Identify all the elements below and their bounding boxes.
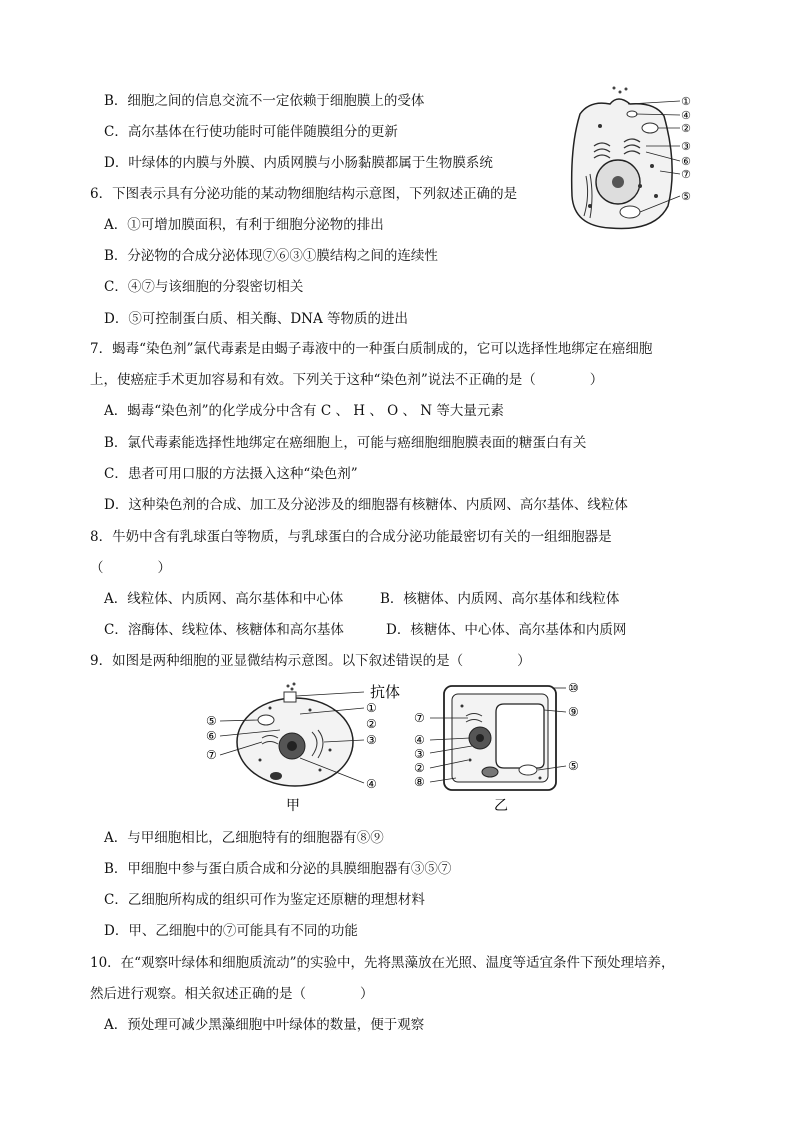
secretory-cell-figure xyxy=(560,86,700,236)
q10-option-a: A．预处理可减少黑藻细胞中叶绿体的数量，便于观察 xyxy=(104,1017,425,1033)
q6-option-c: C．④⑦与该细胞的分裂密切相关 xyxy=(104,279,304,295)
q10-stem-line-2: 然后进行观察。相关叙述正确的是（ ） xyxy=(90,986,374,1002)
q5-option-b: B．细胞之间的信息交流不一定依赖于细胞膜上的受体 xyxy=(104,93,425,109)
yi-label-4: ④ xyxy=(414,733,425,747)
fig6-label-3: ③ xyxy=(681,140,691,153)
q10-stem-line-1: 10．在“观察叶绿体和细胞质流动”的实验中，先将黑藻放在光照、温度等适宜条件下预处理培养， xyxy=(90,955,675,971)
q8-option-c: C．溶酶体、线粒体、核糖体和高尔基体 xyxy=(104,622,344,638)
q6-option-b: B．分泌物的合成分泌体现⑦⑥③①膜结构之间的连续性 xyxy=(104,248,438,264)
q9-option-a: A．与甲细胞相比，乙细胞特有的细胞器有⑧⑨ xyxy=(104,830,384,846)
jia-label-3: ③ xyxy=(366,733,377,747)
q9-stem: 9．如图是两种细胞的亚显微结构示意图。以下叙述错误的是（ ） xyxy=(90,653,531,669)
fig6-label-1: ① xyxy=(681,95,691,108)
jia-label-2: ② xyxy=(366,717,377,731)
fig6-label-7: ⑦ xyxy=(681,168,691,181)
q5-option-c: C．高尔基体在行使功能时可能伴随膜组分的更新 xyxy=(104,124,398,140)
q7-stem-line-2: 上，使癌症手术更加容易和有效。下列关于这种“染色剂”说法不正确的是（ ） xyxy=(90,372,604,388)
q8-stem-line-2: （ ） xyxy=(90,560,171,576)
q8-option-d: D．核糖体、中心体、高尔基体和内质网 xyxy=(386,622,627,638)
q5-option-d: D．叶绿体的内膜与外膜、内质网膜与小肠黏膜都属于生物膜系统 xyxy=(104,155,493,171)
jia-label-1: ① xyxy=(366,701,377,715)
jia-label-7: ⑦ xyxy=(206,748,217,762)
jia-label-6: ⑥ xyxy=(206,729,217,743)
yi-label-7: ⑦ xyxy=(414,711,425,725)
two-cells-figure xyxy=(200,680,600,820)
antibody-label: 抗体 xyxy=(370,683,401,701)
q7-option-b: B．氯代毒素能选择性地绑定在癌细胞上，可能与癌细胞细胞膜表面的糖蛋白有关 xyxy=(104,435,587,451)
yi-label-8: ⑧ xyxy=(414,775,425,789)
yi-label-2: ② xyxy=(414,761,425,775)
jia-label-5: ⑤ xyxy=(206,714,217,728)
yi-label-3: ③ xyxy=(414,747,425,761)
yi-label-9: ⑨ xyxy=(568,705,579,719)
q9-option-c: C．乙细胞所构成的组织可作为鉴定还原糖的理想材料 xyxy=(104,892,425,908)
cell-yi xyxy=(414,681,579,814)
q6-stem: 6．下图表示具有分泌功能的某动物细胞结构示意图，下列叙述正确的是 xyxy=(90,186,518,202)
jia-label-4: ④ xyxy=(366,777,377,791)
q9-option-b: B．甲细胞中参与蛋白质合成和分泌的具膜细胞器有③⑤⑦ xyxy=(104,861,452,877)
yi-label-5: ⑤ xyxy=(568,759,579,773)
q6-option-d: D．⑤可控制蛋白质、相关酶、DNA 等物质的进出 xyxy=(104,311,408,327)
q7-option-c: C．患者可用口服的方法摄入这种“染色剂” xyxy=(104,466,358,482)
q6-option-a: A．①可增加膜面积，有利于细胞分泌物的排出 xyxy=(104,217,384,233)
q7-option-d: D．这种染色剂的合成、加工及分泌涉及的细胞器有核糖体、内质网、高尔基体、线粒体 xyxy=(104,497,628,513)
q7-stem-line-1: 7．蝎毒“染色剂”氯代毒素是由蝎子毒液中的一种蛋白质制成的，它可以选择性地绑定在癌细胞 xyxy=(90,341,653,357)
fig6-label-4: ④ xyxy=(681,109,691,122)
cell-jia xyxy=(206,683,400,815)
fig6-label-2: ② xyxy=(681,122,691,135)
q8-option-a: A．线粒体、内质网、高尔基体和中心体 xyxy=(104,591,344,607)
yi-label-10: ⑩ xyxy=(568,681,579,695)
yi-caption: 乙 xyxy=(494,798,508,814)
q7-option-a: A．蝎毒“染色剂”的化学成分中含有 C 、 H 、 O 、 N 等大量元素 xyxy=(104,403,504,419)
jia-caption: 甲 xyxy=(286,798,300,814)
fig6-label-5: ⑤ xyxy=(681,190,691,203)
q8-option-b: B．核糖体、内质网、高尔基体和线粒体 xyxy=(380,591,620,607)
q9-option-d: D．甲、乙细胞中的⑦可能具有不同的功能 xyxy=(104,923,358,939)
fig6-label-6: ⑥ xyxy=(681,155,691,168)
q8-stem-line-1: 8．牛奶中含有乳球蛋白等物质，与乳球蛋白的合成分泌功能最密切有关的一组细胞器是 xyxy=(90,529,612,545)
